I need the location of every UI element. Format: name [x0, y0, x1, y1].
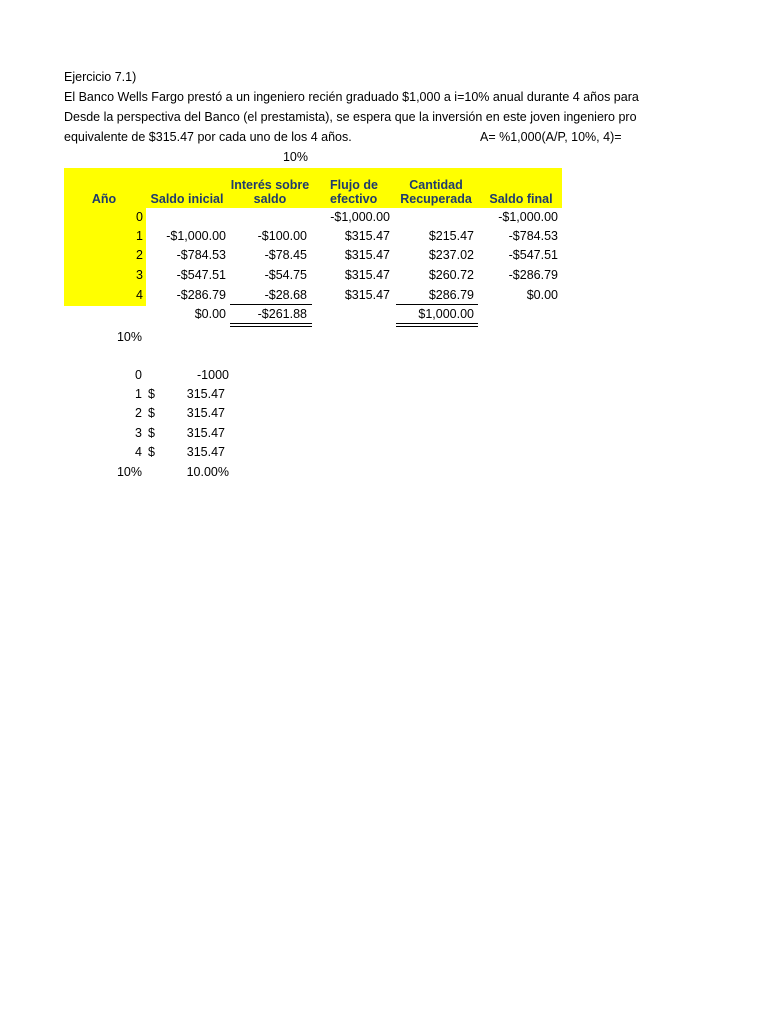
opening-cell: [146, 207, 226, 227]
currency-cell: $: [148, 445, 155, 459]
header-interest-line-2: saldo: [253, 192, 287, 206]
interest-cell: -$54.75: [264, 268, 307, 282]
intro-line-2: Desde la perspectiva del Banco (el prestamista), se espera que la inversión en este joven ingeniero pro: [64, 110, 637, 124]
closing-cell: -$286.79: [508, 268, 558, 282]
period-cell: 2: [135, 406, 142, 420]
year-cell: 4: [136, 288, 143, 302]
opening-cell: -$286.79: [176, 288, 226, 302]
interest-rate-cell: 10%: [282, 150, 308, 164]
table-row: [0, 245, 768, 265]
recovered-cell: [394, 207, 474, 227]
cashflow-cell: $315.47: [344, 229, 390, 243]
period-cell: 4: [135, 445, 142, 459]
header-cashflow-line-1: Flujo de: [330, 178, 378, 192]
closing-cell: $0.00: [526, 288, 558, 302]
cashflow-cell: -$1,000.00: [330, 210, 390, 224]
header-closing-balance: Saldo final: [489, 192, 553, 206]
irr-row: [0, 462, 768, 482]
opening-cell: -$547.51: [176, 268, 226, 282]
header-opening-balance: Saldo inicial: [150, 192, 224, 206]
cashflow-list-item: [0, 423, 768, 443]
second-rate-cell: 10%: [116, 330, 142, 344]
header-cashflow-line-2: efectivo: [330, 192, 378, 206]
header-year: Año: [91, 192, 117, 206]
table-row: [0, 285, 768, 305]
year-cell: 2: [136, 248, 143, 262]
currency-cell: $: [148, 387, 155, 401]
formula-text: A= %1,000(A/P, 10%, 4)=: [480, 130, 622, 144]
amount-cell: 315.47: [186, 406, 225, 420]
recovered-cell: $215.47: [428, 229, 474, 243]
total-recovered: $1,000.00: [418, 307, 474, 321]
total-opening: $0.00: [194, 307, 226, 321]
period-cell: 0: [135, 368, 142, 382]
closing-cell: -$784.53: [508, 229, 558, 243]
amount-cell: 315.47: [186, 387, 225, 401]
recovered-cell: $260.72: [428, 268, 474, 282]
irr-label: 10%: [116, 465, 142, 479]
recovered-cell: $286.79: [428, 288, 474, 302]
period-cell: 3: [135, 426, 142, 440]
period-cell: 1: [135, 387, 142, 401]
cashflow-list-item: [0, 403, 768, 423]
opening-cell: -$784.53: [176, 248, 226, 262]
header-recovered-line-2: Recuperada: [400, 192, 472, 206]
header-interest-line-1: Interés sobre: [230, 178, 310, 192]
cashflow-list-item: [0, 442, 768, 462]
cashflow-cell: $315.47: [344, 268, 390, 282]
table-row: [0, 226, 768, 246]
amount-cell: 315.47: [186, 426, 225, 440]
totals-row: [0, 304, 768, 324]
interest-cell: -$78.45: [264, 248, 307, 262]
amount-cell: -1000: [197, 368, 229, 382]
cashflow-list-item: [0, 365, 768, 385]
currency-cell: [148, 365, 160, 385]
intro-line-1: El Banco Wells Fargo prestó a un ingeniero recién graduado $1,000 a i=10% anual durante 4 años para: [64, 90, 639, 104]
exercise-title: Ejercicio 7.1): [64, 70, 137, 84]
header-recovered-line-1: Cantidad: [409, 178, 463, 192]
closing-cell: -$1,000.00: [498, 210, 558, 224]
header-interest: [228, 178, 312, 206]
cashflow-cell: $315.47: [344, 248, 390, 262]
cashflow-list-item: [0, 384, 768, 404]
opening-cell: -$1,000.00: [166, 229, 226, 243]
irr-value: 10.00%: [186, 465, 229, 479]
year-cell: 0: [136, 210, 143, 224]
total-interest: -$261.88: [257, 307, 307, 321]
closing-cell: -$547.51: [508, 248, 558, 262]
currency-cell: $: [148, 406, 155, 420]
recovered-cell: $237.02: [428, 248, 474, 262]
interest-cell: -$100.00: [257, 229, 307, 243]
amount-cell: 315.47: [186, 445, 225, 459]
header-recovered: [394, 178, 478, 206]
interest-cell: -$28.68: [264, 288, 307, 302]
interest-double-underline: [230, 323, 312, 327]
year-cell: 1: [136, 229, 143, 243]
recovered-double-underline: [396, 323, 478, 327]
table-row: [0, 265, 768, 285]
year-cell: 3: [136, 268, 143, 282]
table-row: [0, 207, 768, 227]
cashflow-cell: $315.47: [344, 288, 390, 302]
intro-line-3: equivalente de $315.47 por cada uno de los 4 años.: [64, 130, 352, 144]
currency-cell: $: [148, 426, 155, 440]
interest-cell: [228, 207, 307, 227]
header-cashflow: [330, 178, 400, 206]
